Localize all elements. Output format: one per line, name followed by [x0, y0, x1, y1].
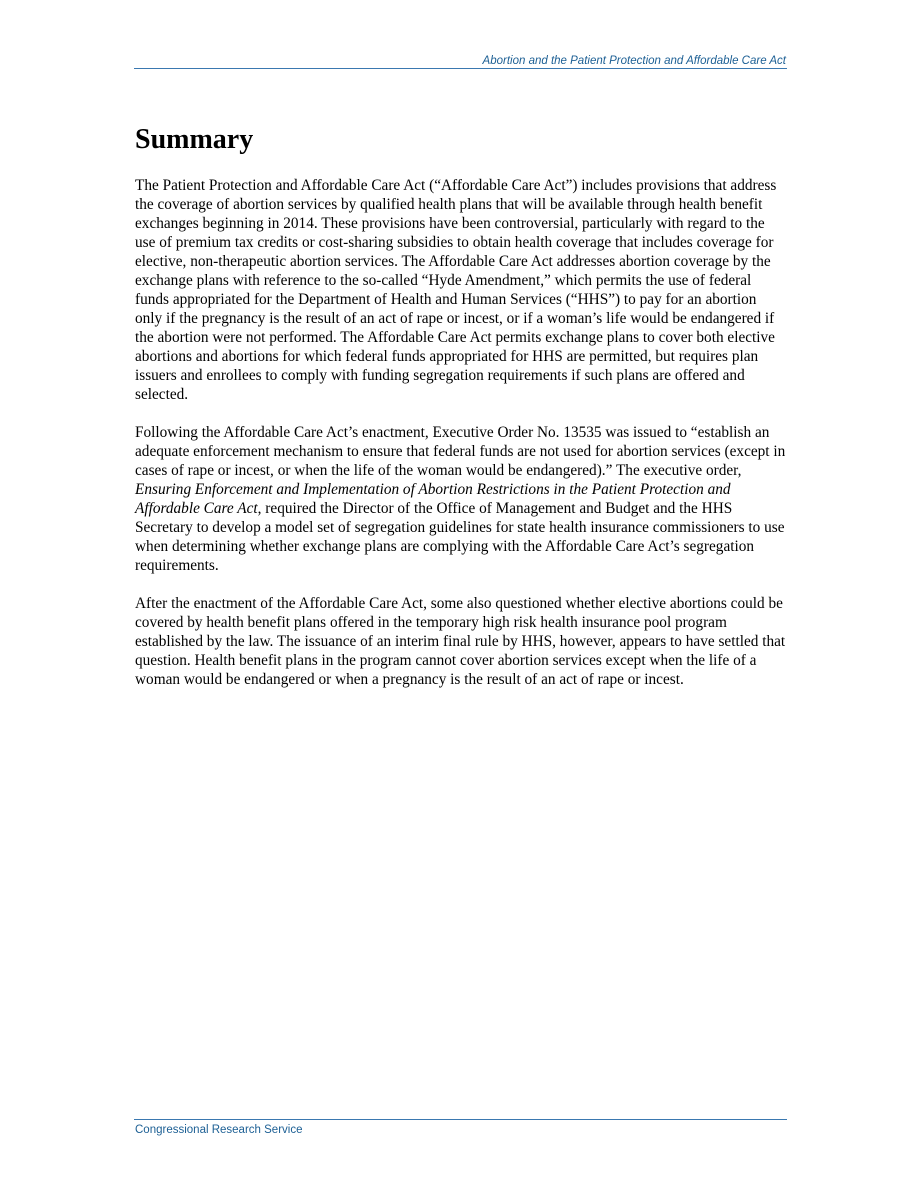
summary-paragraph-1: The Patient Protection and Affordable Care Act (“Affordable Care Act”) includes provisions that address the coverage of abortion services by qualified health plans that will be available through health benefit exchanges beginning in 2014. These provisions have been controversial, particularly with regard to the use of premium tax credits or cost-sharing subsidies to obtain health coverage that includes coverage for elective, non-therapeutic abortion services. The Affordable Care Act addresses abortion coverage by the exchange plans with reference to the so-called “Hyde Amendment,” which permits the use of federal funds appropriated for the Department of Health and Human Services (“HHS”) to pay for an abortion only if the pregnancy is the result of an act of rape or incest, or if a woman’s life would be endangered if the abortion were not performed. The Affordable Care Act permits exchange plans to cover both elective abortions and abortions for which federal funds appropriated for HHS are permitted, but requires plan issuers and enrollees to comply with funding segregation requirements if such plans are offered and selected. — [135, 177, 777, 403]
summary-paragraph-3: After the enactment of the Affordable Care Act, some also questioned whether elective abortions could be covered by health benefit plans offered in the temporary high risk health insurance pool program established by the law. The issuance of an interim final rule by HHS, however, appears to have settled that question. Health benefit plans in the program cannot cover abortion services except when the life of a woman would be endangered or when a pregnancy is the result of an act of rape or incest. — [135, 595, 786, 688]
summary-paragraph-2 — [135, 423, 787, 575]
summary-body — [135, 176, 787, 708]
page-title: Summary — [135, 124, 254, 155]
header-divider — [134, 68, 787, 69]
running-header-title: Abortion and the Patient Protection and Affordable Care Act — [482, 55, 786, 67]
paragraph-2-text-start: Following the Affordable Care Act’s enactment, Executive Order No. 13535 was issued to “establish an adequate enforcement mechanism to ensure that federal funds are not used for abortion services (except in cases of rape or incest, or when the life of the woman would be endangered).” The executive order, — [135, 424, 786, 479]
footer-organization: Congressional Research Service — [135, 1124, 303, 1136]
footer-divider — [134, 1119, 787, 1120]
paragraph-2-text-end: , required the Director of the Office of Management and Budget and the HHS Secretary to develop a model set of segregation guidelines for state health insurance commissioners to use when determining whether exchange plans are complying with the Affordable Care Act’s segregation requirements. — [135, 500, 785, 574]
executive-order-title: Ensuring Enforcement and Implementation of Abortion Restrictions in the Patient Protection and Affordable Care Act — [135, 481, 731, 517]
